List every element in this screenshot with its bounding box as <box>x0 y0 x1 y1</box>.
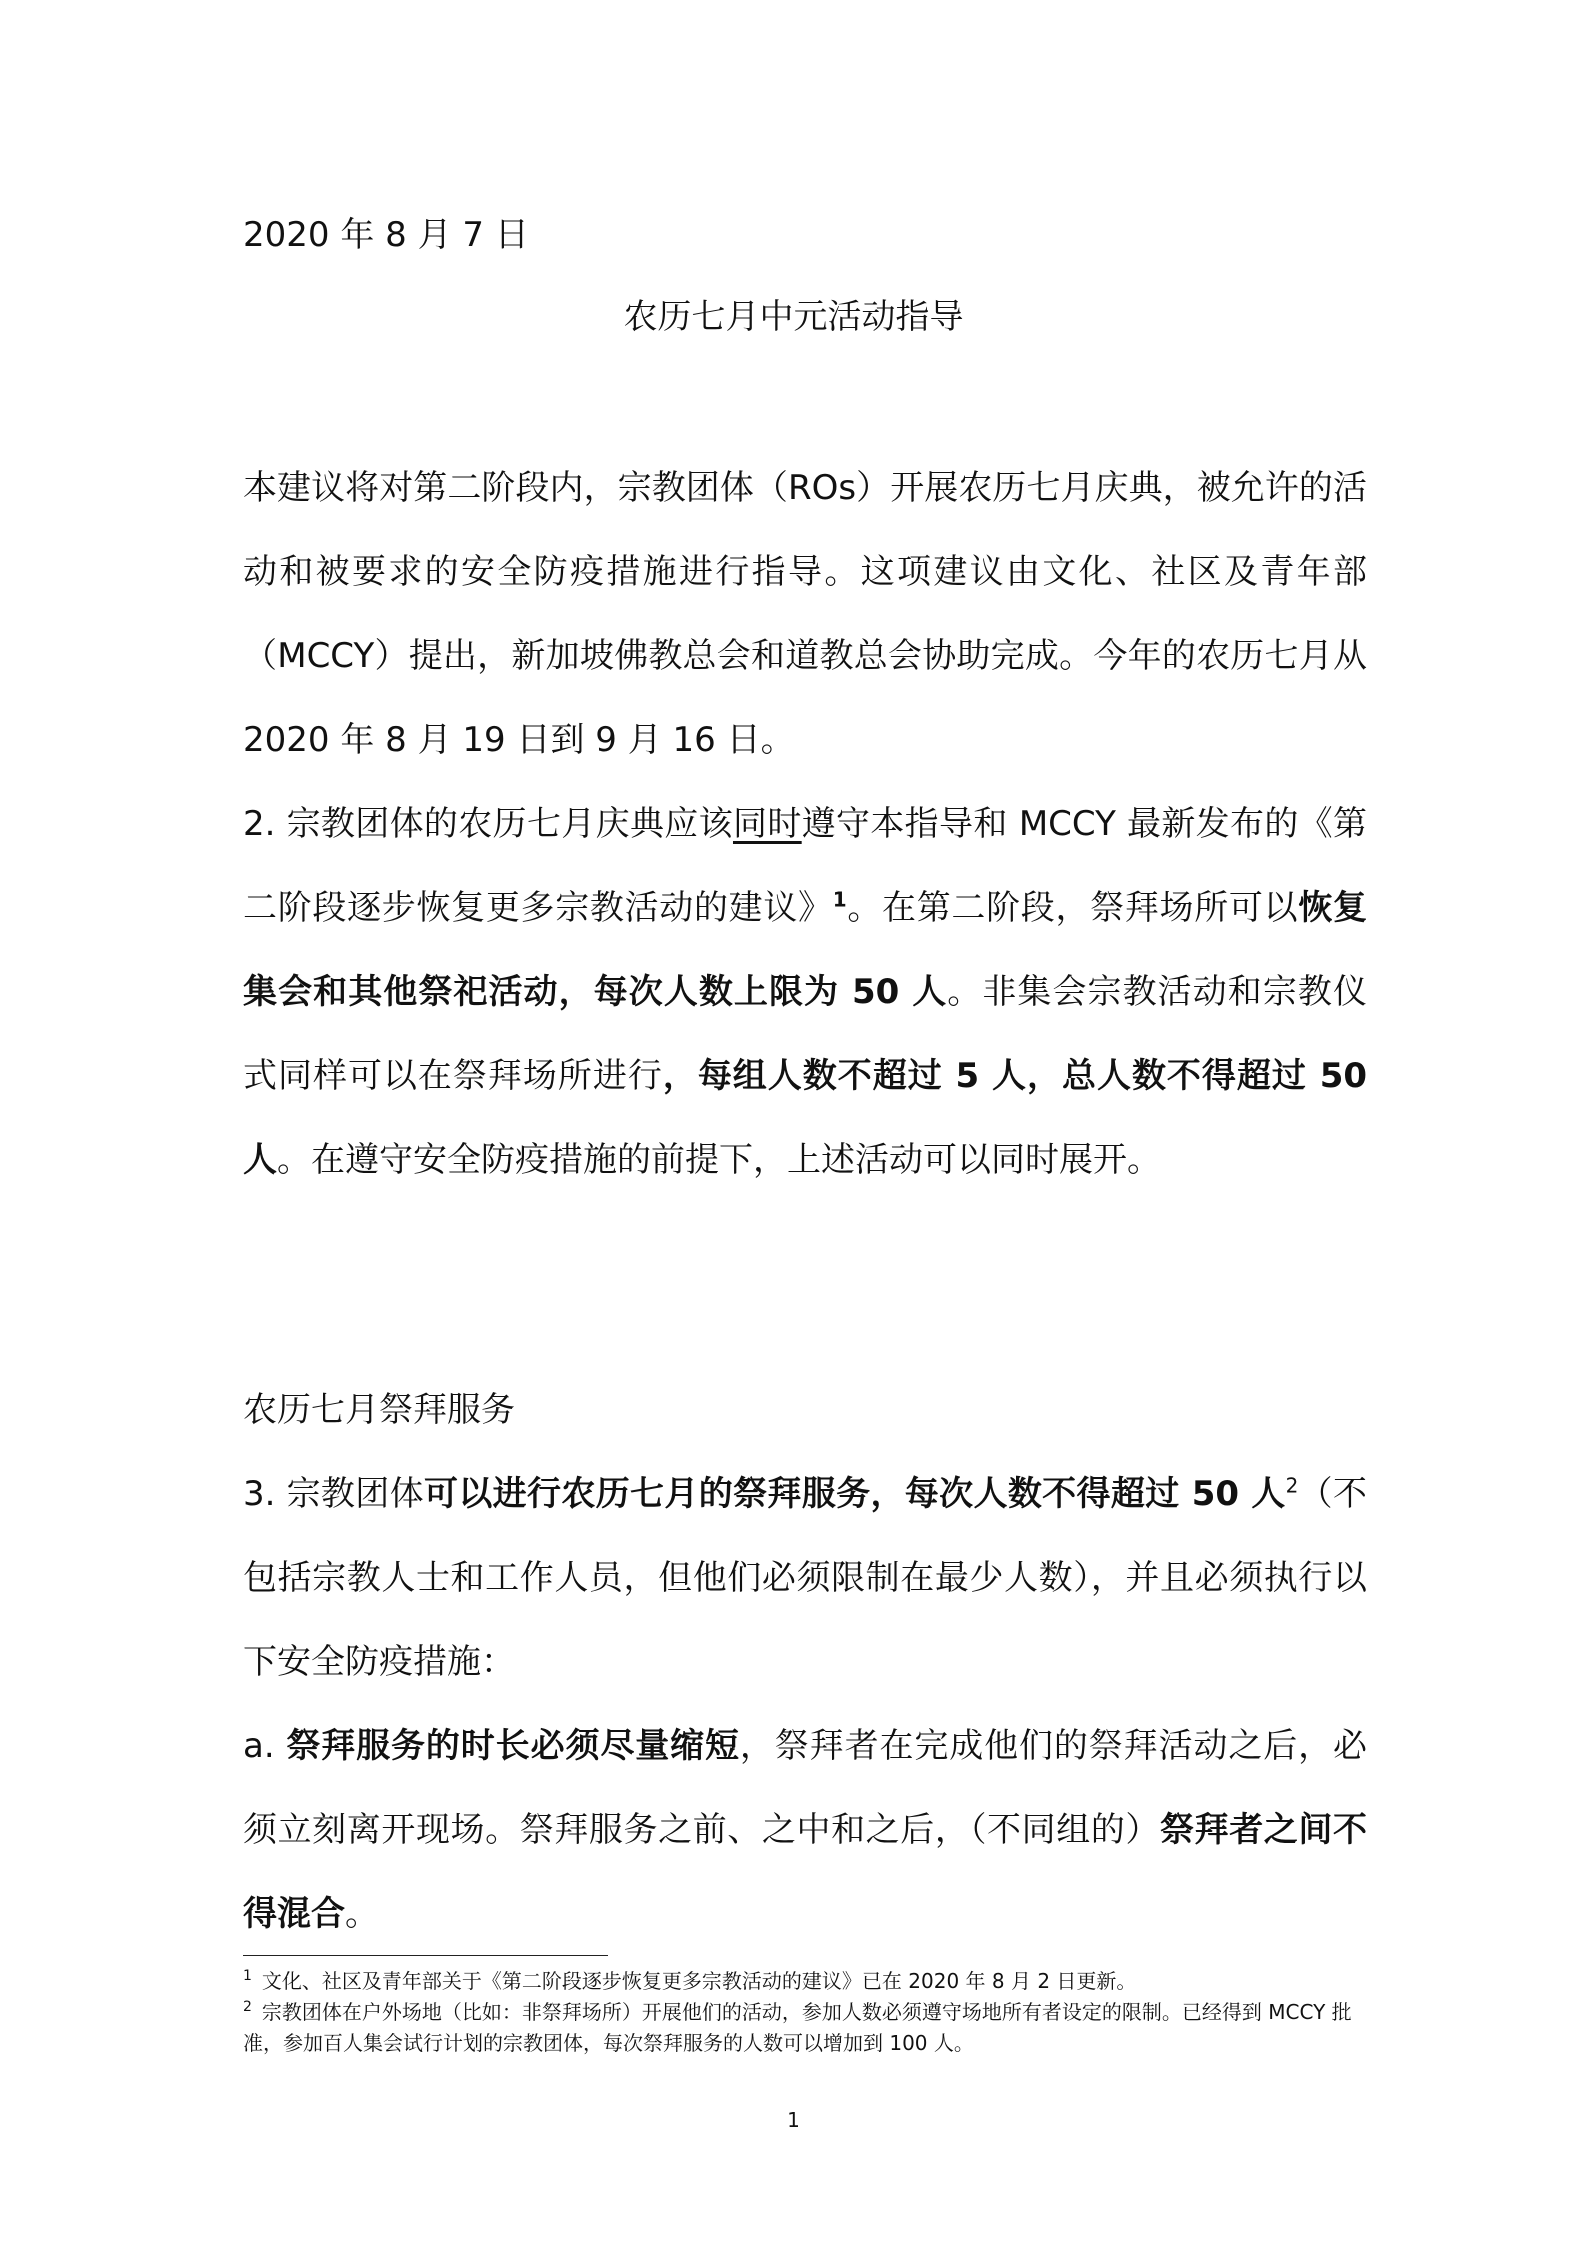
paragraph-2 <box>243 782 1367 1202</box>
p3-text-1: 3. 宗教团体 <box>243 1474 424 1514</box>
p2-underline: 同时 <box>732 804 802 844</box>
p2-text-4: 。非集会宗教活动和宗教仪式同样可以在祭拜场所进行 <box>243 972 1367 1096</box>
p2-text-1: 2. 宗教团体的农历七月庆典应该 <box>243 804 733 844</box>
footnote-mark-1: 1 <box>243 1968 252 1985</box>
footnotes <box>243 1966 1367 2059</box>
footnote-2 <box>243 1997 1367 2059</box>
p4-text-1: a. <box>243 1726 287 1766</box>
body-section-worship <box>243 1368 1367 1956</box>
document-title: 农历七月中元活动指导 <box>623 297 964 337</box>
p4-bold-2: 祭拜者之间不得混合 <box>243 1810 1367 1934</box>
footnote-divider <box>243 1955 608 1956</box>
footnote-ref-1: 1 <box>832 887 847 912</box>
p2-text-5: 。在遵守安全防疫措施的前提下，上述活动可以同时展开。 <box>277 1140 1161 1180</box>
p3-bold-1: 可以进行农历七月的祭拜服务，每次人数不得超过 50 人 <box>423 1474 1286 1514</box>
p2-text-2: 遵守本指导和 MCCY 最新发布的《第二阶段逐步恢复更多宗教活动的建议》 <box>243 804 1368 928</box>
footnote-text-2: 宗教团体在户外场地（比如：非祭拜场所）开展他们的活动，参加人数必须遵守场地所有者设定的限制。已经得到 MCCY 批准，参加百人集会试行计划的宗教团体，每次祭拜服务的人数可以增加到 100 人。 <box>243 2000 1352 2055</box>
document-date: 2020 年 8 月 7 日 <box>243 215 529 255</box>
footnote-1 <box>243 1966 1367 1997</box>
p4-text-2: ，祭拜者在完成他们的祭拜活动之后，必须立刻离开现场。祭拜服务之前、之中和之后，（不同组的） <box>243 1726 1368 1850</box>
paragraph-3 <box>243 1452 1367 1704</box>
p2-bold-2: ，每组人数不超过 5 人，总人数不得超过 50 人 <box>243 1056 1368 1180</box>
p2-text-3: 。在第二阶段，祭拜场所可以 <box>846 888 1299 928</box>
p3-text-2: （不包括宗教人士和工作人员，但他们必须限制在最少人数），并且必须执行以下安全防疫措施： <box>243 1474 1367 1682</box>
page-number: 1 <box>787 2108 800 2132</box>
body-section-intro <box>243 446 1367 1202</box>
footnote-mark-2: 2 <box>243 1999 252 2016</box>
p4-text-3: 。 <box>345 1894 379 1934</box>
paragraph-4 <box>243 1704 1367 1956</box>
section-heading: 农历七月祭拜服务 <box>243 1390 515 1430</box>
footnote-ref-2: 2 <box>1285 1473 1299 1498</box>
p2-bold-1: 恢复集会和其他祭祀活动，每次人数上限为 50 人 <box>243 888 1368 1012</box>
p4-bold-1: 祭拜服务的时长必须尽量缩短 <box>286 1726 740 1766</box>
footnote-text-1: 文化、社区及青年部关于《第二阶段逐步恢复更多宗教活动的建议》已在 2020 年 8 月 2 日更新。 <box>261 1969 1137 1993</box>
paragraph-1: 本建议将对第二阶段内，宗教团体（ROs）开展农历七月庆典，被允许的活动和被要求的安全防疫措施进行指导。这项建议由文化、社区及青年部（MCCY）提出，新加坡佛教总会和道教总会协助完成。今年的农历七月从 2020 年 8 月 19 日到 9 月 16 日。 <box>243 468 1367 760</box>
